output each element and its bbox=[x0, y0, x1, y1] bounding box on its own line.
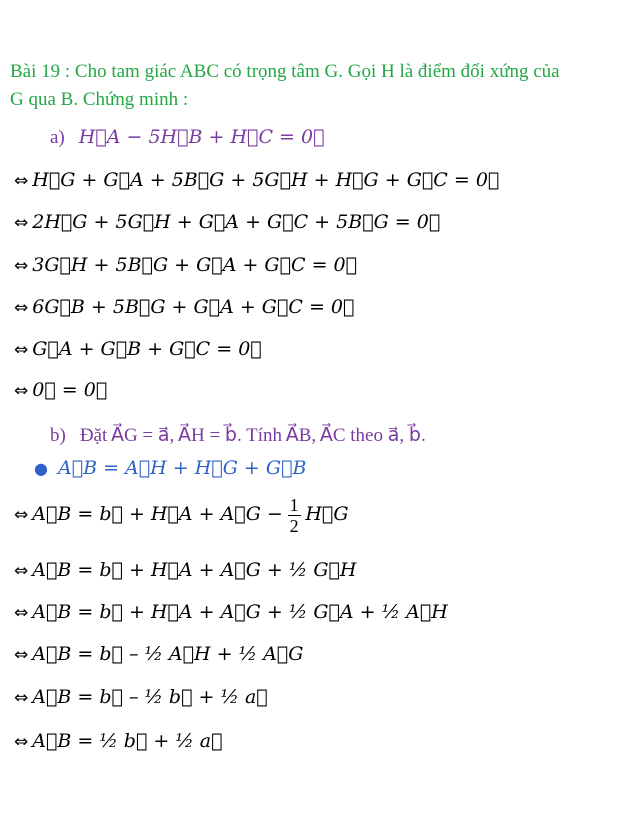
step-b-2 bbox=[14, 559, 357, 582]
part-b-bullet-expr: A⃗B = A⃗H + H⃗G + G⃗B bbox=[57, 457, 307, 479]
step-a-1 bbox=[14, 169, 499, 192]
equivalence-icon: ⇔ bbox=[14, 298, 29, 318]
equivalence-icon: ⇔ bbox=[14, 504, 29, 525]
step-b-4-expr: A⃗B = b⃗ – ½ A⃗H + ½ A⃗G bbox=[32, 643, 304, 665]
step-a-4-expr: 6G⃗B + 5B⃗G + G⃗A + G⃗C = 0⃗ bbox=[32, 296, 355, 318]
step-a-3 bbox=[14, 254, 357, 277]
step-a-5 bbox=[14, 338, 262, 361]
step-b-6-expr: A⃗B = ½ b⃗ + ½ a⃗ bbox=[32, 730, 223, 752]
step-b-4 bbox=[14, 643, 303, 666]
one-half-fraction bbox=[288, 495, 301, 536]
fraction-numerator: 1 bbox=[289, 495, 299, 515]
equivalence-icon: ⇔ bbox=[14, 381, 29, 401]
step-a-6-expr: 0⃗ = 0⃗ bbox=[32, 379, 108, 401]
equivalence-icon: ⇔ bbox=[14, 561, 29, 581]
equivalence-icon: ⇔ bbox=[14, 340, 29, 360]
equivalence-icon: ⇔ bbox=[14, 171, 29, 191]
equivalence-icon: ⇔ bbox=[14, 688, 29, 708]
part-b-statement: Đặt A⃗G = a⃗, A⃗H = b⃗. Tính A⃗B, A⃗C theo a⃗, b⃗. bbox=[79, 425, 426, 446]
step-b-3-expr: A⃗B = b⃗ + H⃗A + A⃗G + ½ G⃗A + ½ A⃗H bbox=[32, 601, 448, 623]
equivalence-icon: ⇔ bbox=[14, 732, 29, 752]
fraction-denominator: 2 bbox=[289, 516, 299, 536]
equivalence-icon: ⇔ bbox=[14, 603, 29, 623]
part-a-equation: H⃗A − 5H⃗B + H⃗C = 0⃗ bbox=[78, 126, 325, 148]
step-b-3 bbox=[14, 601, 448, 624]
step-b-1-right: H⃗G bbox=[305, 502, 349, 525]
problem-line-2: G qua B. Chứng minh : bbox=[10, 89, 189, 110]
step-b-6 bbox=[14, 730, 223, 753]
step-a-3-expr: 3G⃗H + 5B⃗G + G⃗A + G⃗C = 0⃗ bbox=[32, 254, 358, 276]
equivalence-icon: ⇔ bbox=[14, 645, 29, 665]
step-a-2-expr: 2H⃗G + 5G⃗H + G⃗A + G⃗C + 5B⃗G = 0⃗ bbox=[32, 211, 441, 233]
step-b-1-left: A⃗B = b⃗ + H⃗A + A⃗G − bbox=[32, 502, 283, 525]
part-a-label: a) bbox=[50, 127, 65, 148]
equivalence-icon: ⇔ bbox=[14, 213, 29, 233]
step-b-1 bbox=[14, 495, 349, 536]
step-b-2-expr: A⃗B = b⃗ + H⃗A + A⃗G + ½ G⃗H bbox=[32, 559, 357, 581]
step-a-1-expr: H⃗G + G⃗A + 5B⃗G + 5G⃗H + H⃗G + G⃗C = 0⃗ bbox=[32, 169, 500, 191]
step-a-5-expr: G⃗A + G⃗B + G⃗C = 0⃗ bbox=[32, 338, 262, 360]
equivalence-icon: ⇔ bbox=[14, 256, 29, 276]
part-a-heading bbox=[50, 126, 324, 149]
bullet-icon: ● bbox=[34, 459, 48, 478]
step-a-6 bbox=[14, 379, 107, 402]
step-b-5 bbox=[14, 686, 268, 709]
step-a-2 bbox=[14, 211, 440, 234]
part-b-label: b) bbox=[50, 425, 66, 446]
step-a-4 bbox=[14, 296, 354, 319]
part-b-bullet-line bbox=[34, 457, 306, 479]
problem-line-1: Bài 19 : Cho tam giác ABC có trọng tâm G. Gọi H là điểm đối xứng của bbox=[10, 61, 560, 82]
part-b-heading bbox=[50, 424, 426, 447]
step-b-5-expr: A⃗B = b⃗ – ½ b⃗ + ½ a⃗ bbox=[32, 686, 268, 708]
